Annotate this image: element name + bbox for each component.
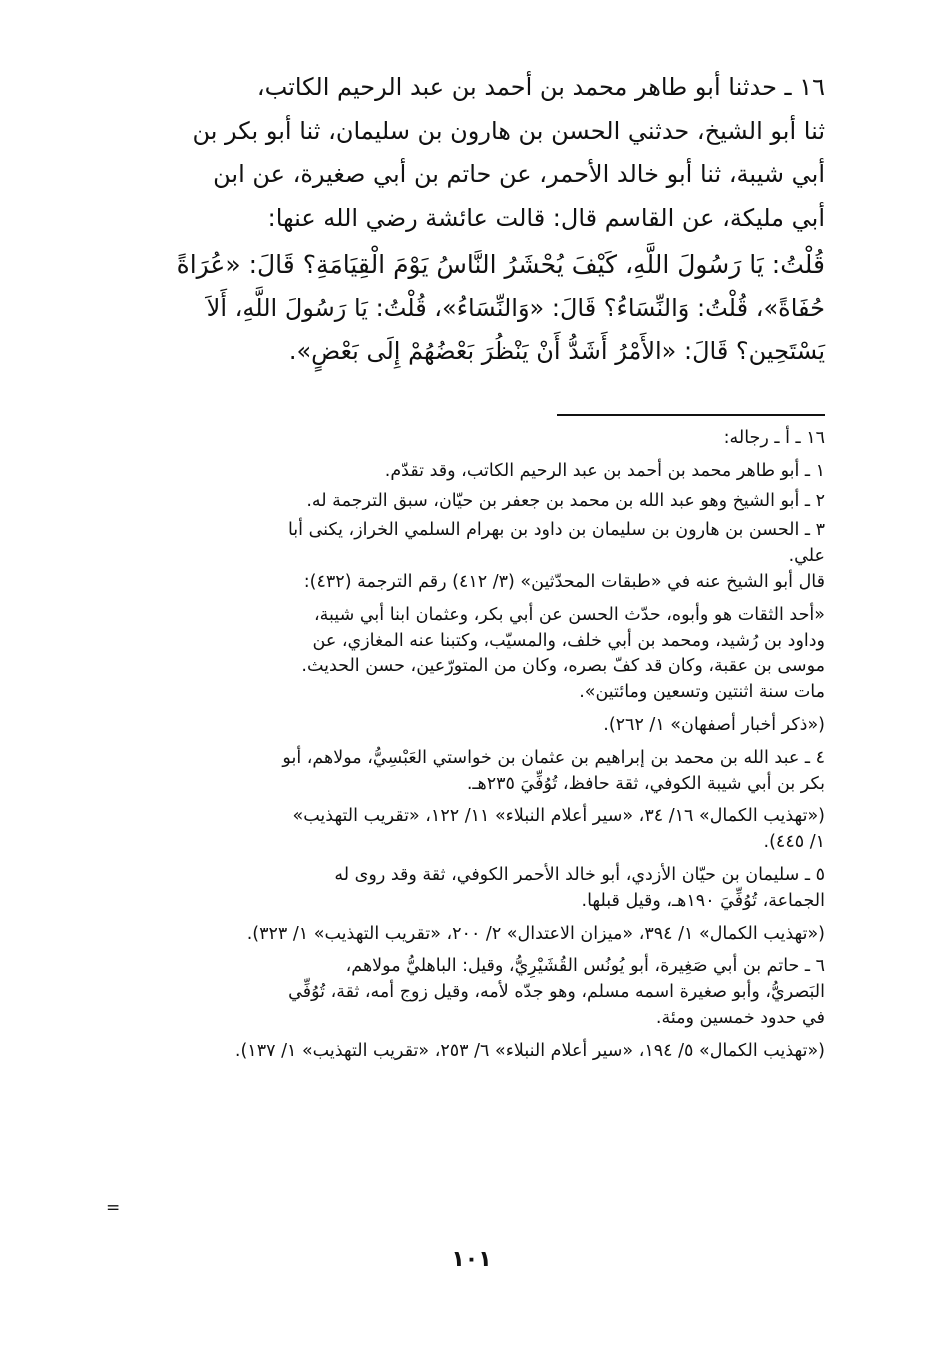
note-6-line-2: البَصريُّ، وأبو صغيرة اسمه مسلم، وهو جدّه لأمه، وقيل زوج أمه، ثقة، تُوُفِّي (288, 982, 825, 1003)
note-2: ٢ ـ أبو الشيخ وهو عبد الله بن محمد بن جعفر بن حيّان، سبق الترجمة له. (306, 490, 825, 511)
note-3-line-2: علي. (788, 546, 825, 567)
note-3-quote-line-3: موسى بن عقبة، وكان قد كفّ بصره، وكان من المتورّعين، حسن الحديث. (301, 656, 825, 677)
isnad-line-1: ١٦ ـ حدثنا أبو طاهر محمد بن أحمد بن عبد الرحيم الكاتب، (256, 73, 825, 101)
note-3-ref: («ذكر أخبار أصفهان» ١/ ٢٦٢). (603, 714, 825, 735)
note-3-quote-intro: قال أبو الشيخ عنه في «طبقات المحدّثين» (٣/ ٤١٢) رقم الترجمة (٤٣٢): (303, 571, 825, 592)
note-3-quote-line-4: مات سنة اثنتين وتسعين ومائتين». (579, 682, 825, 703)
note-4-ref-line-1: («تهذيب الكمال» ١٦/ ٣٤، «سير أعلام النبلاء» ١١/ ١٢٢، «تقريب التهذيب» (292, 806, 825, 827)
note-3-quote-line-2: وداود بن رُشيد، ومحمد بن أبي خلف، والمسيّب، وكتبنا عنه المغازي، عن (312, 630, 825, 651)
footnotes (120, 426, 825, 1065)
main-text (125, 66, 825, 374)
hadith-line-2: حُفَاةً»، قُلْتُ: وَالنِّسَاءُ؟ قَالَ: «وَالنِّسَاءُ»، قُلْتُ: يَا رَسُولَ اللَّهِ، أَلاَ (206, 293, 825, 322)
continuation-mark: = (106, 1198, 121, 1218)
note-4-line-1: ٤ ـ عبد الله بن محمد بن إبراهيم بن عثمان بن خواستي العَبْسِيُّ، مولاهم، أبو (282, 747, 825, 768)
note-6-ref: («تهذيب الكمال» ٥/ ١٩٤، «سير أعلام النبلاء» ٦/ ٢٥٣، «تقريب التهذيب» ١/ ١٣٧). (234, 1040, 825, 1061)
page-number: ١٠١ (451, 1247, 492, 1272)
note-1: ١ ـ أبو طاهر محمد بن أحمد بن عبد الرحيم الكاتب، وقد تقدّم. (384, 460, 825, 481)
note-6-line-3: في حدود خمسين ومئة. (655, 1007, 825, 1028)
isnad-line-2: ثنا أبو الشيخ، حدثني الحسن بن هارون بن سليمان، ثنا أبو بكر بن (192, 116, 825, 145)
hadith-line-3: يَسْتَحِين؟ قَالَ: «الأَمْرُ أَشَدُّ أَنْ يَنْظُرَ بَعْضُهُمْ إِلَى بَعْضٍ». (288, 337, 825, 365)
note-5-ref: («تهذيب الكمال» ١/ ٣٩٤، «ميزان الاعتدال» ٢/ ٢٠٠، «تقريب التهذيب» ١/ ٣٢٣). (246, 923, 825, 944)
note-3-quote-line-1: «أحد الثقات هو وأبوه، حدّث الحسن عن أبي بكر، وعثمان ابنا أبي شيبة، (314, 604, 825, 625)
note-5-line-1: ٥ ـ سليمان بن حيّان الأزدي، أبو خالد الأحمر الكوفي، ثقة وقد روى له (334, 864, 825, 885)
isnad-line-3: أبي شيبة، ثنا أبو خالد الأحمر، عن حاتم بن أبي صغيرة، عن ابن (213, 160, 825, 188)
notes-heading: ١٦ ـ أ ـ رجاله: (723, 428, 825, 448)
isnad-line-4: أبي مليكة، عن القاسم قال: قالت عائشة رضي الله عنها: (267, 203, 825, 232)
footnote-divider (557, 414, 825, 416)
note-3-line-1: ٣ ـ الحسن بن هارون بن سليمان بن داود بن بهرام السلمي الخراز، يكنى أبا (287, 520, 825, 541)
note-4-line-2: بكر بن أبي شيبة الكوفي، ثقة حافظ، تُوُفِّيَ ٢٣٥هـ. (466, 773, 825, 794)
hadith-line-1: قُلْتُ: يَا رَسُولَ اللَّهِ، كَيْفَ يُحْشَرُ النَّاسُ يَوْمَ الْقِيَامَةِ؟ قَالَ: «عُرَاةً (176, 250, 825, 279)
note-5-line-2: الجماعة، تُوُفِّيَ ١٩٠هـ، وقيل قبلها. (581, 890, 825, 911)
note-4-ref-line-2: ١/ ٤٤٥). (763, 832, 825, 853)
note-6-line-1: ٦ ـ حاتم بن أبي صَغِيرة، أبو يُونُس القُشَيْرِيُّ، وقيل: الباهليُّ مولاهم، (345, 956, 825, 977)
